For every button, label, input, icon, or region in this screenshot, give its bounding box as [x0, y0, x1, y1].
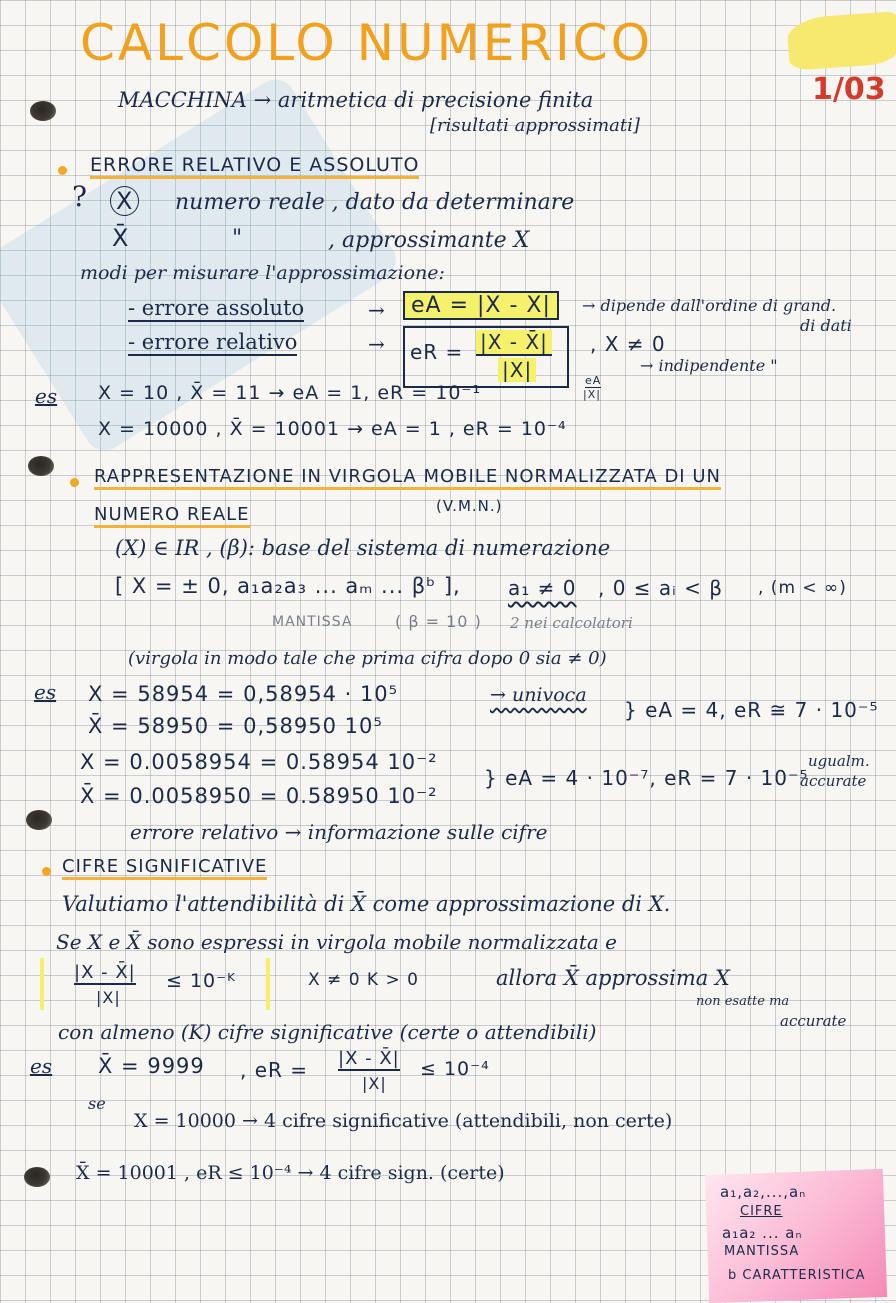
abs-arrow: →: [368, 298, 385, 322]
allora-line: allora X̄ approssima X: [496, 966, 730, 990]
vmn-error-2: } eA = 4 · 10⁻⁷, eR = 7 · 10⁻⁵: [484, 766, 809, 790]
rel-error-denominator: |X|: [498, 358, 536, 382]
xbar-description: , approssimante X: [328, 228, 530, 253]
rel-error-note: → indipendente ": [640, 356, 778, 375]
example-label: es: [35, 384, 58, 408]
rel-error-lhs: eR =: [410, 340, 464, 364]
sig-example-den: |X|: [362, 1074, 387, 1093]
beta-10: ( β = 10 ): [395, 612, 482, 631]
page-title: CALCOLO NUMERICO: [80, 14, 654, 72]
ditto-mark: ": [232, 226, 243, 251]
mantissa-label: MANTISSA: [272, 614, 353, 630]
ugual-note: ugualm.: [808, 752, 870, 770]
sig-example-2: X = 10000 → 4 cifre significative (attendibili, non certe): [134, 1110, 673, 1132]
vmn-example-1: X = 58954 = 0,58954 · 10⁵: [88, 682, 399, 706]
relative-error-info: errore relativo → informazione sulle cifre: [130, 820, 548, 844]
rel-error-label: [128, 330, 297, 354]
example-label: es: [34, 680, 57, 704]
binder-hole: [24, 1167, 50, 1187]
sig-line-1: Valutiamo l'attendibilità di X̄ come approssimazione di X.: [62, 892, 671, 916]
bullet: [70, 478, 79, 487]
calcolatori-note: 2 nei calcolatori: [510, 614, 633, 632]
rel-error-numerator: |X - X̄|: [476, 330, 552, 356]
virgola-note: (virgola in modo tale che prima cifra dopo 0 sia ≠ 0): [128, 648, 607, 669]
x-description: numero reale , dato da determinare: [175, 190, 575, 215]
binder-hole: [28, 456, 54, 476]
question-mark: ?: [72, 180, 88, 213]
condition-extra: X ≠ 0 K > 0: [308, 970, 419, 990]
note-line-2: CIFRE: [740, 1204, 783, 1219]
example-1: X = 10 , X̄ = 11 → eA = 1, eR = 10⁻¹: [98, 382, 482, 404]
rel-error-condition: , X ≠ 0: [590, 332, 666, 356]
sig-example-eR: , eR =: [240, 1058, 309, 1082]
vmn-tag: (V.M.N.): [436, 497, 503, 515]
m-condition: , (m < ∞): [758, 578, 847, 598]
accurate-note: accurate: [780, 1012, 847, 1030]
note-line-3: a₁a₂ ... aₙ: [722, 1224, 803, 1242]
example-label: es: [30, 1054, 53, 1078]
vmn-error-1: } eA = 4, eR ≅ 7 · 10⁻⁵: [624, 698, 879, 722]
sig-example-num: |X - X̄|: [338, 1048, 400, 1069]
abs-error-note: → dipende dall'ordine di grand.: [582, 296, 837, 315]
x-symbol: X: [110, 186, 139, 216]
abs-error-formula: eA = |X - X̄|: [403, 291, 559, 320]
vmn-example-3: X = 0.0058954 = 0.58954 10⁻²: [80, 750, 438, 774]
binder-hole: [30, 101, 56, 121]
sig-example-3: X̄ = 10001 , eR ≤ 10⁻⁴ → 4 cifre sign. (certe): [76, 1162, 505, 1184]
normalized-formula: [ X = ± 0, a₁a₂a₃ ... aₘ ... βᵇ ],: [115, 574, 461, 598]
small-fraction-den: |X|: [583, 388, 601, 401]
vmn-example-2: X̄ = 58950 = 0,58950 10⁵: [88, 714, 383, 738]
note-line-4: MANTISSA: [724, 1244, 800, 1259]
a1-condition: a₁ ≠ 0: [508, 576, 577, 600]
machine-line: MACCHINA → aritmetica di precisione finita: [118, 88, 594, 112]
xbar-symbol: X̄: [112, 224, 130, 252]
results-note: [risultati approssimati]: [430, 115, 640, 136]
sig-example-rhs: ≤ 10⁻⁴: [420, 1058, 490, 1080]
section-heading-significant: CIFRE SIGNIFICATIVE: [62, 856, 267, 880]
section-heading-vmn-2: NUMERO REALE: [94, 504, 250, 528]
condition-denominator: |X|: [96, 988, 121, 1007]
base-definition: (X) ∈ IR , (β): base del sistema di numerazione: [115, 536, 611, 560]
sig-example-xbar: X̄ = 9999: [98, 1054, 205, 1078]
abs-error-label: [128, 296, 304, 320]
abs-error-note-2: di dati: [800, 316, 852, 335]
rel-error-text: - errore relativo: [128, 330, 298, 354]
vmn-example-4: X̄ = 0.0058950 = 0.58950 10⁻²: [80, 784, 438, 808]
sig-line-4: con almeno (K) cifre significative (certe o attendibili): [58, 1020, 597, 1044]
univoca-note: → univoca: [490, 684, 587, 706]
page-number: 1/03: [812, 72, 886, 107]
non-esatte-note: non esatte ma: [696, 994, 790, 1009]
condition-rhs: ≤ 10⁻ᴷ: [166, 970, 237, 992]
note-line-5: b CARATTERISTICA: [728, 1268, 866, 1283]
modi-line: modi per misurare l'approssimazione:: [80, 262, 445, 284]
example-2: X = 10000 , X̄ = 10001 → eA = 1 , eR = 10⁻⁴: [98, 418, 567, 440]
bullet: [58, 166, 67, 175]
yellow-sticker: [786, 11, 896, 71]
abs-error-text: - errore assoluto: [128, 296, 305, 320]
rel-arrow: →: [368, 332, 385, 356]
section-heading-vmn: RAPPRESENTAZIONE IN VIRGOLA MOBILE NORMALIZZATA DI UN: [94, 466, 721, 490]
se-label: se: [88, 1094, 106, 1113]
small-fraction-num: eA: [585, 374, 602, 387]
ai-condition: , 0 ≤ aᵢ < β: [598, 576, 723, 600]
bullet: [42, 867, 51, 876]
condition-numerator: |X - X̄|: [74, 962, 136, 983]
binder-hole: [26, 810, 52, 830]
ugual-note-2: accurate: [800, 772, 867, 790]
note-line-1: a₁,a₂,...,aₙ: [720, 1183, 807, 1201]
section-heading-errors: ERRORE RELATIVO E ASSOLUTO: [90, 154, 419, 179]
sig-line-2: Se X e X̄ sono espressi in virgola mobile normalizzata e: [56, 930, 617, 954]
